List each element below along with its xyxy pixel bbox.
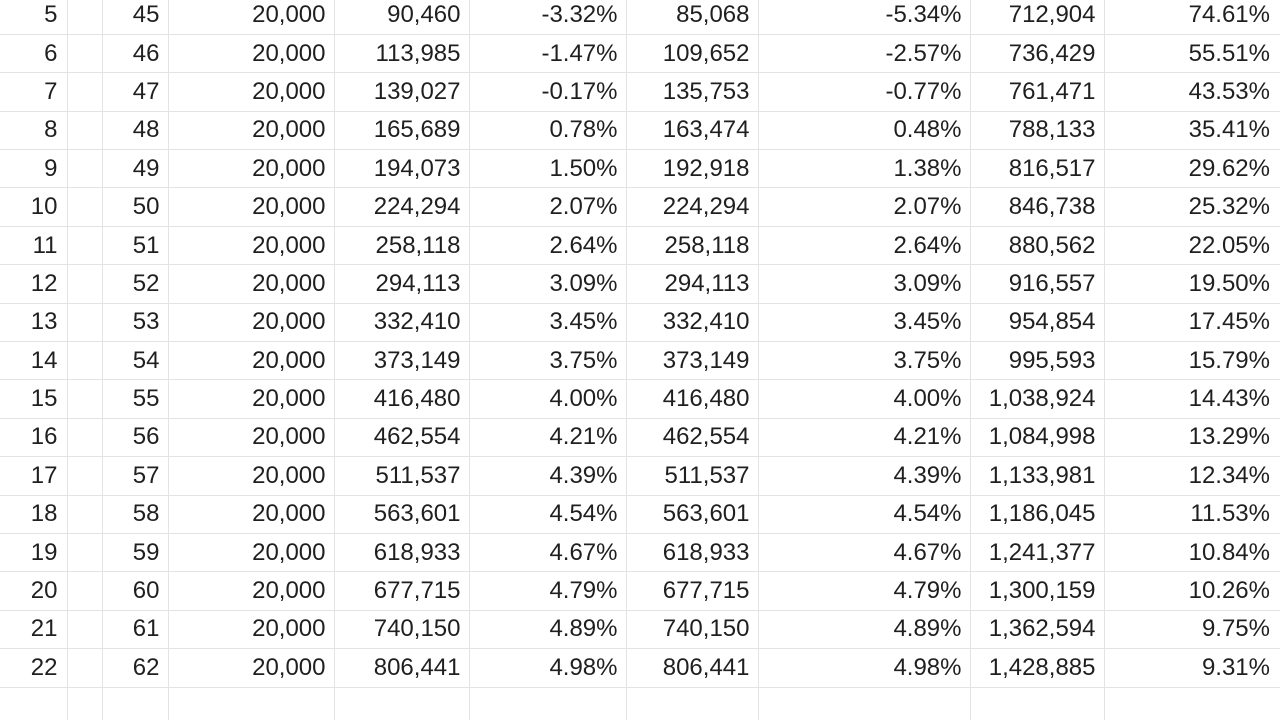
contribution-cell[interactable]: 20,000	[168, 610, 334, 648]
age-cell[interactable]: 56	[102, 418, 168, 456]
age-cell[interactable]: 50	[102, 188, 168, 226]
blank-cell[interactable]	[67, 533, 102, 571]
age-cell[interactable]: 49	[102, 150, 168, 188]
contribution-cell[interactable]: 20,000	[168, 649, 334, 687]
total-cell[interactable]	[970, 687, 1104, 720]
percent-cell[interactable]: 15.79%	[1104, 342, 1280, 380]
contribution-cell[interactable]: 20,000	[168, 457, 334, 495]
rate-a-cell[interactable]: 4.67%	[469, 533, 626, 571]
contribution-cell[interactable]: 20,000	[168, 572, 334, 610]
blank-cell[interactable]	[67, 0, 102, 34]
table-row	[0, 73, 1280, 111]
rate-b-cell[interactable]: 1.38%	[758, 150, 970, 188]
rate-b-cell[interactable]: 4.39%	[758, 457, 970, 495]
balance-b-cell[interactable]: 416,480	[626, 380, 758, 418]
contribution-cell[interactable]: 20,000	[168, 495, 334, 533]
total-cell[interactable]: 788,133	[970, 111, 1104, 149]
percent-cell[interactable]: 12.34%	[1104, 457, 1280, 495]
age-cell[interactable]: 60	[102, 572, 168, 610]
rate-a-cell[interactable]: 4.79%	[469, 572, 626, 610]
rate-b-cell[interactable]: 3.75%	[758, 342, 970, 380]
row-number-cell[interactable]: 11	[0, 226, 67, 264]
balance-b-cell[interactable]: 373,149	[626, 342, 758, 380]
total-cell[interactable]: 995,593	[970, 342, 1104, 380]
total-cell[interactable]: 846,738	[970, 188, 1104, 226]
table-row	[0, 0, 1280, 34]
percent-cell[interactable]: 74.61%	[1104, 0, 1280, 34]
blank-cell[interactable]	[67, 265, 102, 303]
table-row	[0, 649, 1280, 687]
age-cell[interactable]: 55	[102, 380, 168, 418]
rate-a-cell[interactable]: 2.07%	[469, 188, 626, 226]
table-row	[0, 380, 1280, 418]
age-cell[interactable]: 57	[102, 457, 168, 495]
age-cell[interactable]: 52	[102, 265, 168, 303]
row-number-cell[interactable]: 9	[0, 150, 67, 188]
table-row	[0, 687, 1280, 720]
rate-a-cell[interactable]: 4.21%	[469, 418, 626, 456]
table-row	[0, 226, 1280, 264]
percent-cell[interactable]	[1104, 687, 1280, 720]
percent-cell[interactable]: 10.26%	[1104, 572, 1280, 610]
total-cell[interactable]: 1,428,885	[970, 649, 1104, 687]
table-row	[0, 533, 1280, 571]
total-cell[interactable]: 1,300,159	[970, 572, 1104, 610]
percent-cell[interactable]: 14.43%	[1104, 380, 1280, 418]
balance-b-cell[interactable]: 511,537	[626, 457, 758, 495]
balance-a-cell[interactable]	[334, 687, 469, 720]
balance-a-cell[interactable]: 740,150	[334, 610, 469, 648]
age-cell[interactable]: 54	[102, 342, 168, 380]
rate-a-cell[interactable]: 0.78%	[469, 111, 626, 149]
contribution-cell[interactable]: 20,000	[168, 342, 334, 380]
balance-a-cell[interactable]: 618,933	[334, 533, 469, 571]
balance-b-cell[interactable]: 462,554	[626, 418, 758, 456]
table-row	[0, 495, 1280, 533]
blank-cell[interactable]	[67, 649, 102, 687]
balance-a-cell[interactable]: 563,601	[334, 495, 469, 533]
table-row	[0, 457, 1280, 495]
blank-cell[interactable]	[67, 188, 102, 226]
rate-a-cell[interactable]: -1.47%	[469, 34, 626, 72]
contribution-cell[interactable]: 20,000	[168, 188, 334, 226]
row-number-cell[interactable]: 14	[0, 342, 67, 380]
row-number-cell[interactable]: 13	[0, 303, 67, 341]
total-cell[interactable]: 816,517	[970, 150, 1104, 188]
table-row	[0, 342, 1280, 380]
rate-b-cell[interactable]: -5.34%	[758, 0, 970, 34]
balance-b-cell[interactable]: 135,753	[626, 73, 758, 111]
age-cell[interactable]: 61	[102, 610, 168, 648]
row-number-cell[interactable]: 15	[0, 380, 67, 418]
blank-cell[interactable]	[67, 495, 102, 533]
contribution-cell[interactable]: 20,000	[168, 303, 334, 341]
rate-a-cell[interactable]: 4.00%	[469, 380, 626, 418]
contribution-cell[interactable]: 20,000	[168, 34, 334, 72]
balance-b-cell[interactable]: 740,150	[626, 610, 758, 648]
total-cell[interactable]: 1,084,998	[970, 418, 1104, 456]
rate-b-cell[interactable]: 4.67%	[758, 533, 970, 571]
age-cell[interactable]: 59	[102, 533, 168, 571]
rate-a-cell[interactable]: 2.64%	[469, 226, 626, 264]
age-cell[interactable]: 53	[102, 303, 168, 341]
balance-a-cell[interactable]: 258,118	[334, 226, 469, 264]
contribution-cell[interactable]: 20,000	[168, 226, 334, 264]
row-number-cell[interactable]: 19	[0, 533, 67, 571]
total-cell[interactable]: 1,038,924	[970, 380, 1104, 418]
percent-cell[interactable]: 43.53%	[1104, 73, 1280, 111]
contribution-cell[interactable]: 20,000	[168, 380, 334, 418]
rate-b-cell[interactable]: 4.21%	[758, 418, 970, 456]
blank-cell[interactable]	[67, 303, 102, 341]
table-row	[0, 572, 1280, 610]
contribution-cell[interactable]: 20,000	[168, 533, 334, 571]
row-number-cell[interactable]: 6	[0, 34, 67, 72]
total-cell[interactable]: 1,362,594	[970, 610, 1104, 648]
rate-a-cell[interactable]: -0.17%	[469, 73, 626, 111]
balance-a-cell[interactable]: 194,073	[334, 150, 469, 188]
blank-cell[interactable]	[67, 687, 102, 720]
balance-a-cell[interactable]: 165,689	[334, 111, 469, 149]
row-number-cell[interactable]: 16	[0, 418, 67, 456]
balance-b-cell[interactable]: 618,933	[626, 533, 758, 571]
rate-a-cell[interactable]: 3.75%	[469, 342, 626, 380]
row-number-cell[interactable]: 22	[0, 649, 67, 687]
balance-a-cell[interactable]: 373,149	[334, 342, 469, 380]
age-cell[interactable]: 51	[102, 226, 168, 264]
total-cell[interactable]: 880,562	[970, 226, 1104, 264]
percent-cell[interactable]: 9.31%	[1104, 649, 1280, 687]
balance-b-cell[interactable]: 258,118	[626, 226, 758, 264]
age-cell[interactable]	[102, 687, 168, 720]
rate-b-cell[interactable]: 4.54%	[758, 495, 970, 533]
rate-a-cell[interactable]: 4.89%	[469, 610, 626, 648]
percent-cell[interactable]: 13.29%	[1104, 418, 1280, 456]
age-cell[interactable]: 62	[102, 649, 168, 687]
rate-b-cell[interactable]: 0.48%	[758, 111, 970, 149]
rate-a-cell[interactable]: 3.45%	[469, 303, 626, 341]
rate-a-cell[interactable]	[469, 687, 626, 720]
balance-a-cell[interactable]: 224,294	[334, 188, 469, 226]
balance-a-cell[interactable]: 806,441	[334, 649, 469, 687]
row-number-cell[interactable]: 21	[0, 610, 67, 648]
percent-cell[interactable]: 25.32%	[1104, 188, 1280, 226]
age-cell[interactable]: 47	[102, 73, 168, 111]
balance-a-cell[interactable]: 511,537	[334, 457, 469, 495]
row-number-cell[interactable]: 10	[0, 188, 67, 226]
percent-cell[interactable]: 17.45%	[1104, 303, 1280, 341]
balance-b-cell[interactable]: 294,113	[626, 265, 758, 303]
age-cell[interactable]: 48	[102, 111, 168, 149]
contribution-cell[interactable]: 20,000	[168, 73, 334, 111]
rate-a-cell[interactable]: 1.50%	[469, 150, 626, 188]
age-cell[interactable]: 58	[102, 495, 168, 533]
row-number-cell[interactable]: 8	[0, 111, 67, 149]
blank-cell[interactable]	[67, 610, 102, 648]
rate-b-cell[interactable]: 3.45%	[758, 303, 970, 341]
balance-a-cell[interactable]: 139,027	[334, 73, 469, 111]
balance-b-cell[interactable]: 677,715	[626, 572, 758, 610]
rate-b-cell[interactable]: 4.98%	[758, 649, 970, 687]
balance-a-cell[interactable]: 677,715	[334, 572, 469, 610]
balance-a-cell[interactable]: 462,554	[334, 418, 469, 456]
row-number-cell[interactable]: 18	[0, 495, 67, 533]
percent-cell[interactable]: 29.62%	[1104, 150, 1280, 188]
blank-cell[interactable]	[67, 342, 102, 380]
blank-cell[interactable]	[67, 226, 102, 264]
table-row	[0, 610, 1280, 648]
rate-a-cell[interactable]: -3.32%	[469, 0, 626, 34]
balance-a-cell[interactable]: 416,480	[334, 380, 469, 418]
percent-cell[interactable]: 35.41%	[1104, 111, 1280, 149]
balance-b-cell[interactable]: 563,601	[626, 495, 758, 533]
balance-a-cell[interactable]: 113,985	[334, 34, 469, 72]
rate-a-cell[interactable]: 4.54%	[469, 495, 626, 533]
rate-b-cell[interactable]	[758, 687, 970, 720]
rate-b-cell[interactable]: 2.07%	[758, 188, 970, 226]
balance-b-cell[interactable]: 332,410	[626, 303, 758, 341]
table-row	[0, 188, 1280, 226]
balance-a-cell[interactable]: 294,113	[334, 265, 469, 303]
total-cell[interactable]: 916,557	[970, 265, 1104, 303]
total-cell[interactable]: 1,133,981	[970, 457, 1104, 495]
contribution-cell[interactable]: 20,000	[168, 0, 334, 34]
percent-cell[interactable]: 22.05%	[1104, 226, 1280, 264]
total-cell[interactable]: 1,186,045	[970, 495, 1104, 533]
balance-b-cell[interactable]: 192,918	[626, 150, 758, 188]
balance-a-cell[interactable]: 90,460	[334, 0, 469, 34]
table-row	[0, 150, 1280, 188]
rate-b-cell[interactable]: 4.89%	[758, 610, 970, 648]
row-number-cell[interactable]: 12	[0, 265, 67, 303]
contribution-cell[interactable]: 20,000	[168, 150, 334, 188]
percent-cell[interactable]: 19.50%	[1104, 265, 1280, 303]
balance-b-cell[interactable]: 806,441	[626, 649, 758, 687]
percent-cell[interactable]: 11.53%	[1104, 495, 1280, 533]
rate-b-cell[interactable]: -0.77%	[758, 73, 970, 111]
blank-cell[interactable]	[67, 418, 102, 456]
contribution-cell[interactable]: 20,000	[168, 418, 334, 456]
table-row	[0, 111, 1280, 149]
contribution-cell[interactable]	[168, 687, 334, 720]
total-cell[interactable]: 761,471	[970, 73, 1104, 111]
total-cell[interactable]: 712,904	[970, 0, 1104, 34]
row-number-cell[interactable]: 20	[0, 572, 67, 610]
blank-cell[interactable]	[67, 150, 102, 188]
age-cell[interactable]: 46	[102, 34, 168, 72]
contribution-cell[interactable]: 20,000	[168, 265, 334, 303]
blank-cell[interactable]	[67, 111, 102, 149]
balance-b-cell[interactable]: 109,652	[626, 34, 758, 72]
percent-cell[interactable]: 10.84%	[1104, 533, 1280, 571]
blank-cell[interactable]	[67, 380, 102, 418]
row-number-cell[interactable]: 17	[0, 457, 67, 495]
blank-cell[interactable]	[67, 572, 102, 610]
rate-b-cell[interactable]: 3.09%	[758, 265, 970, 303]
total-cell[interactable]: 954,854	[970, 303, 1104, 341]
rate-b-cell[interactable]: 4.00%	[758, 380, 970, 418]
balance-b-cell[interactable]: 224,294	[626, 188, 758, 226]
rate-b-cell[interactable]: 4.79%	[758, 572, 970, 610]
row-number-cell[interactable]: 7	[0, 73, 67, 111]
blank-cell[interactable]	[67, 34, 102, 72]
rate-a-cell[interactable]: 3.09%	[469, 265, 626, 303]
balance-b-cell[interactable]: 163,474	[626, 111, 758, 149]
balance-b-cell[interactable]: 85,068	[626, 0, 758, 34]
row-number-cell[interactable]	[0, 687, 67, 720]
rate-a-cell[interactable]: 4.98%	[469, 649, 626, 687]
percent-cell[interactable]: 9.75%	[1104, 610, 1280, 648]
rate-a-cell[interactable]: 4.39%	[469, 457, 626, 495]
contribution-cell[interactable]: 20,000	[168, 111, 334, 149]
age-cell[interactable]: 45	[102, 0, 168, 34]
blank-cell[interactable]	[67, 457, 102, 495]
total-cell[interactable]: 736,429	[970, 34, 1104, 72]
table-row	[0, 303, 1280, 341]
table-row	[0, 418, 1280, 456]
blank-cell[interactable]	[67, 73, 102, 111]
balance-b-cell[interactable]	[626, 687, 758, 720]
balance-a-cell[interactable]: 332,410	[334, 303, 469, 341]
percent-cell[interactable]: 55.51%	[1104, 34, 1280, 72]
row-number-cell[interactable]: 5	[0, 0, 67, 34]
table-row	[0, 265, 1280, 303]
total-cell[interactable]: 1,241,377	[970, 533, 1104, 571]
table-row	[0, 34, 1280, 72]
rate-b-cell[interactable]: -2.57%	[758, 34, 970, 72]
rate-b-cell[interactable]: 2.64%	[758, 226, 970, 264]
